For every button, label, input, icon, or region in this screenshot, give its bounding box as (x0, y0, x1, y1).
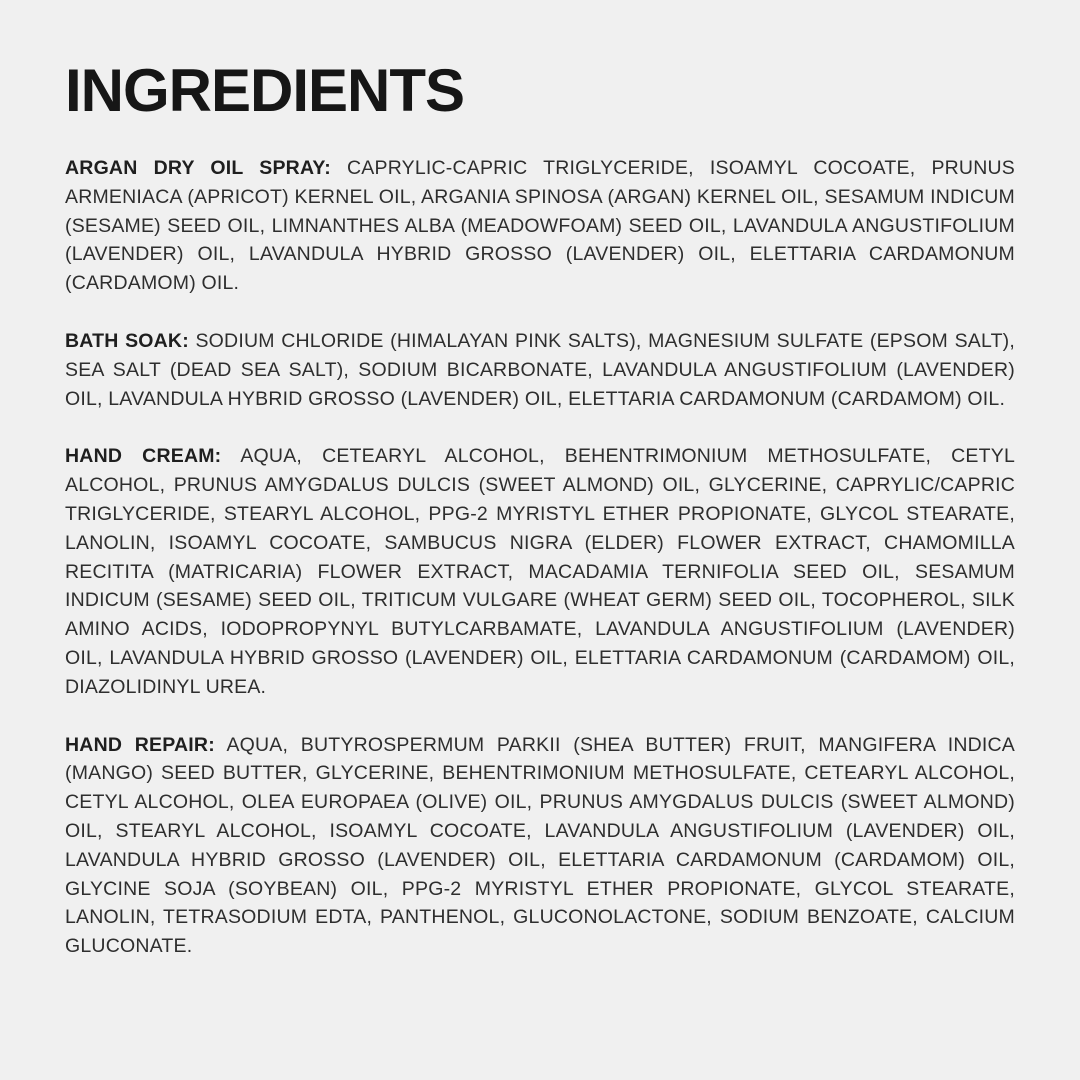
section-label-hand-repair: HAND REPAIR: (65, 733, 215, 756)
ingredient-section-hand-repair (65, 731, 1015, 961)
section-text-hand-repair: AQUA, BUTYROSPERMUM PARKII (SHEA BUTTER) FRUIT, MANGIFERA INDICA (MANGO) SEED BUTTER, GLYCERINE, BEHENTRIMONIUM METHOSULFATE, CETEARYL ALCOHOL, CETYL ALCOHOL, OLEA EUROPAEA (OLIVE) OIL, PRUNUS AMYGDALUS DULCIS (SWEET ALMOND) OIL, STEARYL ALCOHOL, ISOAMYL COCOATE, LAVANDULA ANGUSTIFOLIUM (LAVENDER) OIL, LAVANDULA HYBRID GROSSO (LAVENDER) OIL, ELETTARIA CARDAMONUM (CARDAMOM) OIL, GLYCINE SOJA (SOYBEAN) OIL, PPG-2 MYRISTYL ETHER PROPIONATE, GLYCOL STEARATE, LANOLIN, TETRASODIUM EDTA, PANTHENOL, GLUCONOLACTONE, SODIUM BENZOATE, CALCIUM GLUCONATE. (65, 733, 1015, 958)
section-text-hand-cream: AQUA, CETEARYL ALCOHOL, BEHENTRIMONIUM METHOSULFATE, CETYL ALCOHOL, PRUNUS AMYGDALUS DULCIS (SWEET ALMOND) OIL, GLYCERINE, CAPRYLIC/CAPRIC TRIGLYCERIDE, STEARYL ALCOHOL, PPG-2 MYRISTYL ETHER PROPIONATE, GLYCOL STEARATE, LANOLIN, ISOAMYL COCOATE, SAMBUCUS NIGRA (ELDER) FLOWER EXTRACT, CHAMOMILLA RECITITA (MATRICARIA) FLOWER EXTRACT, MACADAMIA TERNIFOLIA SEED OIL, SESAMUM INDICUM (SESAME) SEED OIL, TRITICUM VULGARE (WHEAT GERM) SEED OIL, TOCOPHEROL, SILK AMINO ACIDS, IODOPROPYNYL BUTYLCARBAMATE, LAVANDULA ANGUSTIFOLIUM (LAVENDER) OIL, LAVANDULA HYBRID GROSSO (LAVENDER) OIL, ELETTARIA CARDAMONUM (CARDAMOM) OIL, DIAZOLIDINYL UREA. (65, 445, 1016, 698)
ingredient-section-bath-soak (65, 327, 1015, 413)
section-text-argan-dry-oil-spray: CAPRYLIC-CAPRIC TRIGLYCERIDE, ISOAMYL COCOATE, PRUNUS ARMENIACA (APRICOT) KERNEL OIL, ARGANIA SPINOSA (ARGAN) KERNEL OIL, SESAMUM INDICUM (SESAME) SEED OIL, LIMNANTHES ALBA (MEADOWFOAM) SEED OIL, LAVANDULA ANGUSTIFOLIUM (LAVENDER) OIL, LAVANDULA HYBRID GROSSO (LAVENDER) OIL, ELETTARIA CARDAMONUM (CARDAMOM) OIL. (65, 157, 1015, 295)
section-label-bath-soak: BATH SOAK: (65, 329, 189, 352)
section-text-bath-soak: SODIUM CHLORIDE (HIMALAYAN PINK SALTS), MAGNESIUM SULFATE (EPSOM SALT), SEA SALT (DEAD SEA SALT), SODIUM BICARBONATE, LAVANDULA ANGUSTIFOLIUM (LAVENDER) OIL, LAVANDULA HYBRID GROSSO (LAVENDER) OIL, ELETTARIA CARDAMONUM (CARDAMOM) OIL. (65, 329, 1015, 410)
ingredient-section-hand-cream (65, 442, 1015, 701)
section-label-hand-cream: HAND CREAM: (65, 445, 222, 468)
section-label-argan-dry-oil-spray: ARGAN DRY OIL SPRAY: (65, 157, 331, 179)
ingredient-section-argan-dry-oil-spray (65, 154, 1015, 298)
page-title: INGREDIENTS (65, 57, 465, 124)
